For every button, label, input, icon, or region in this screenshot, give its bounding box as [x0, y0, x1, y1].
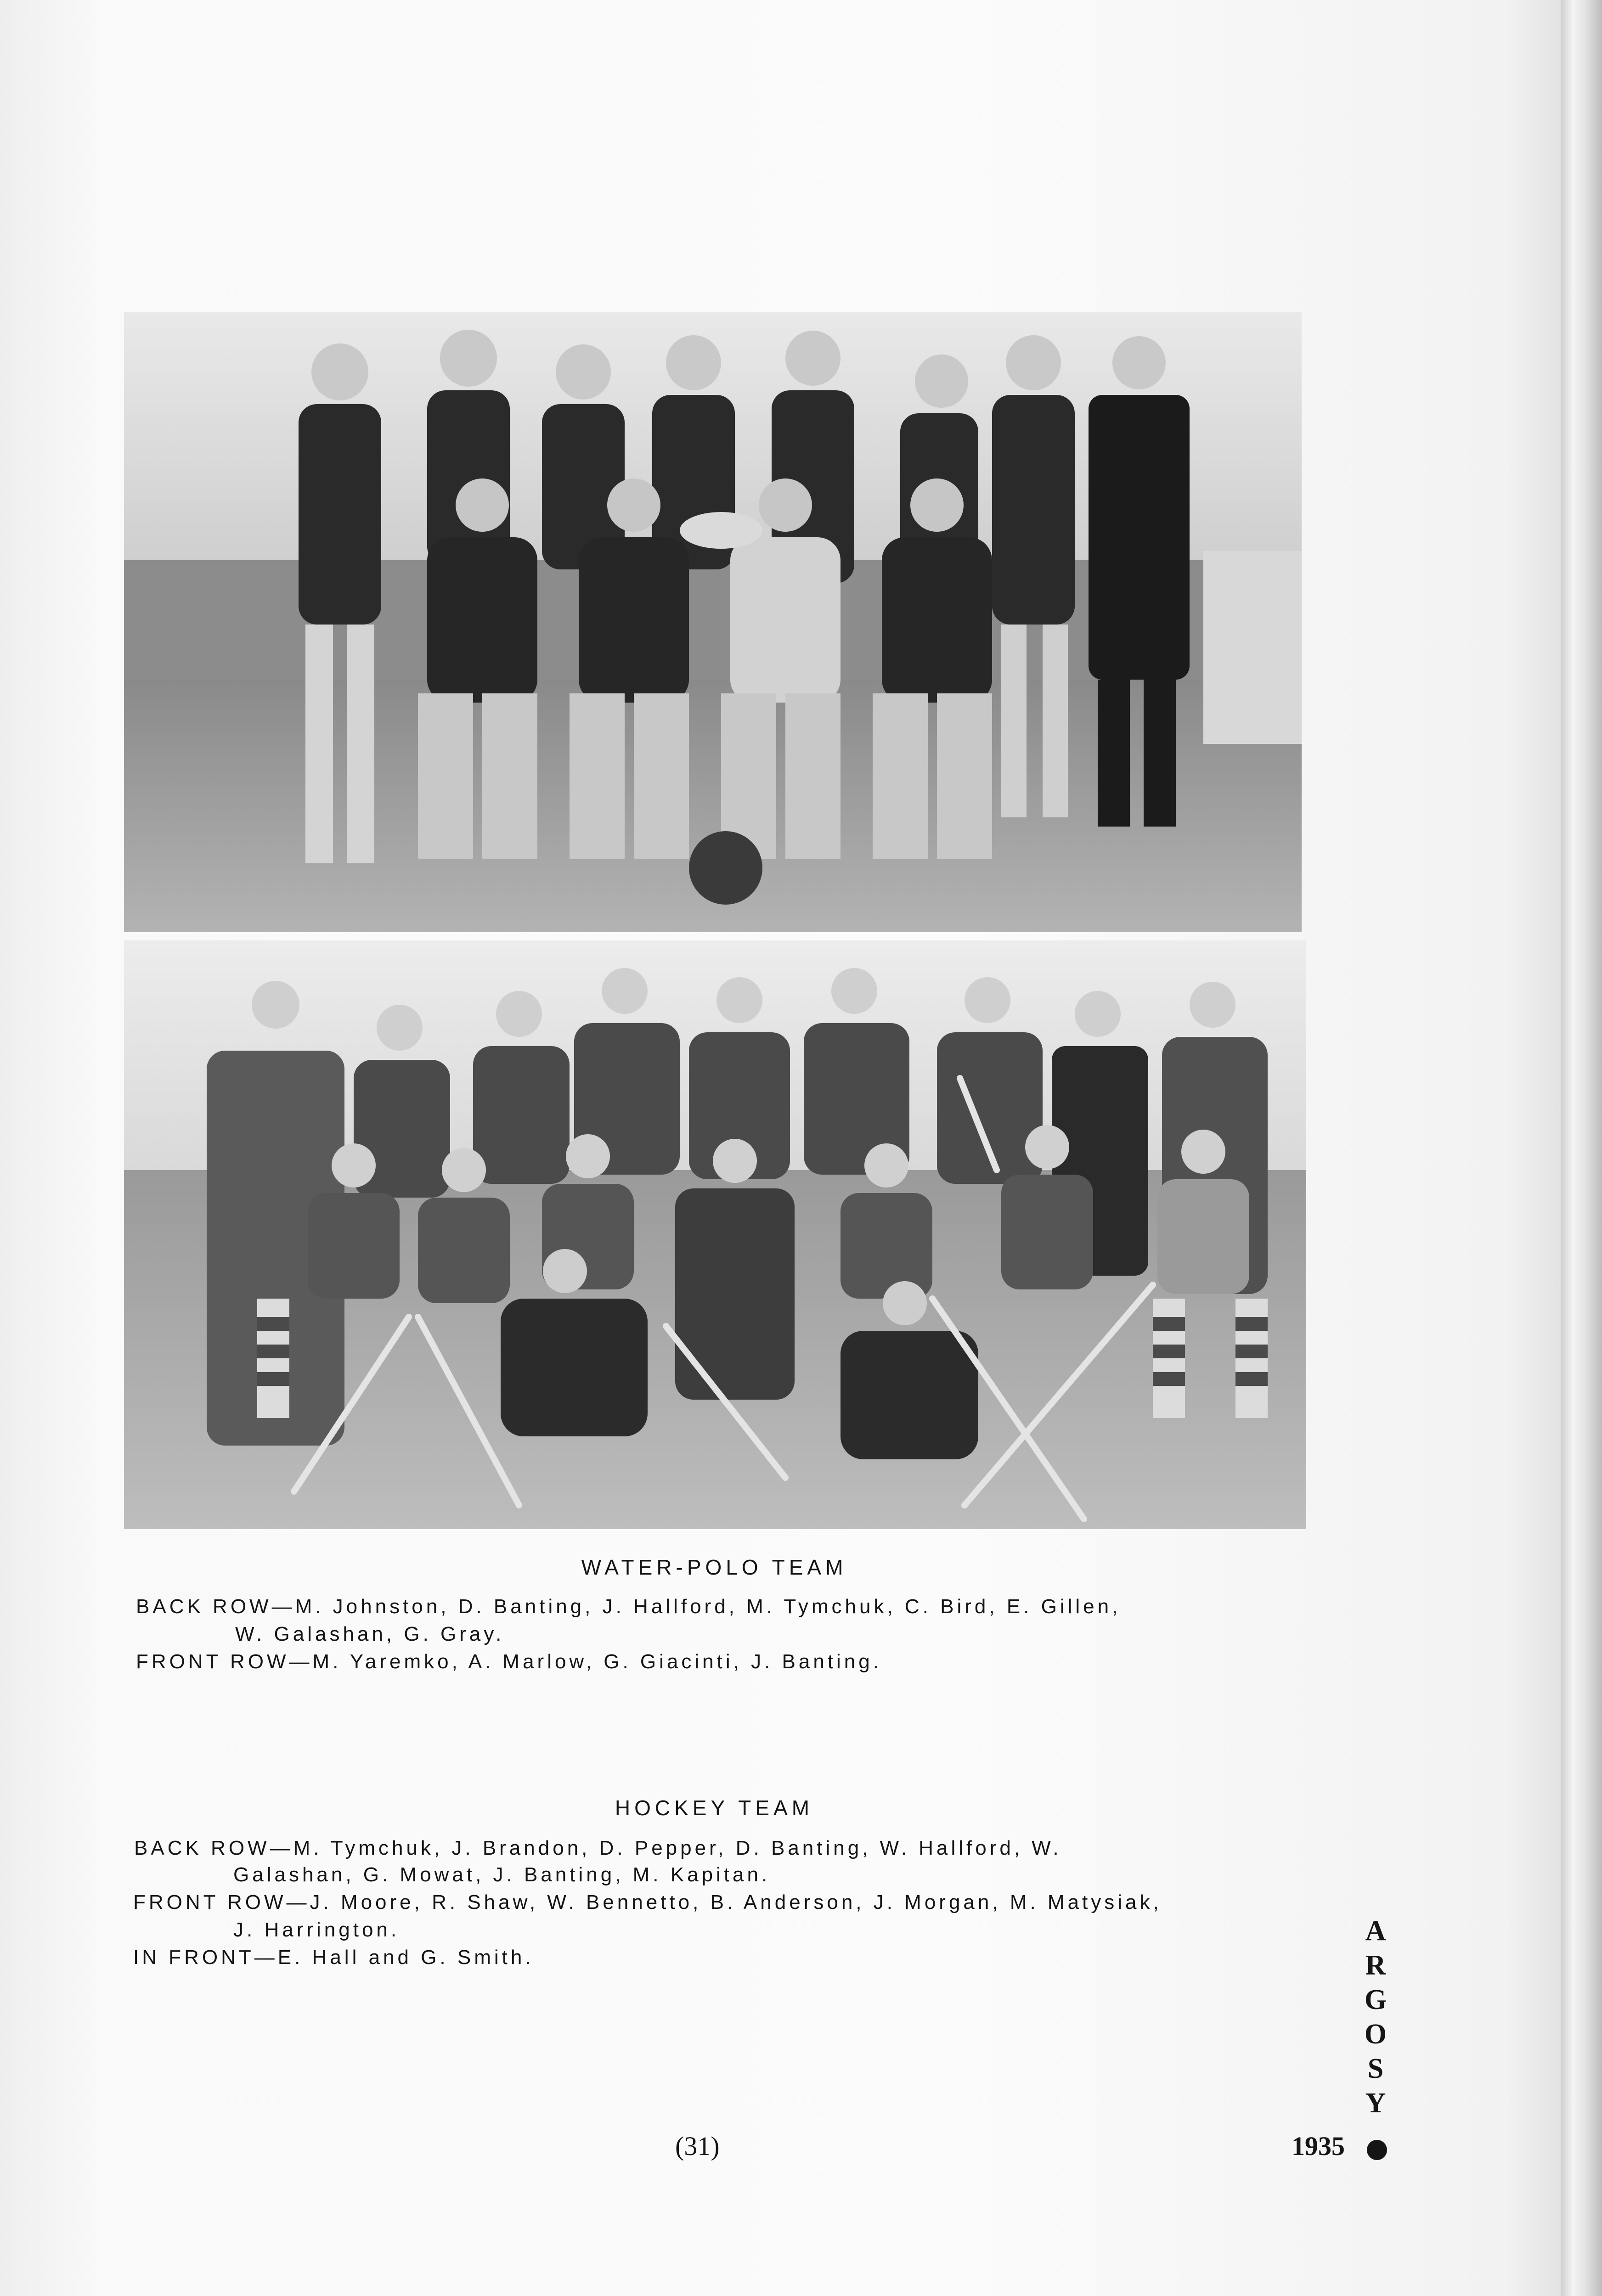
magazine-letter: O [1364, 2019, 1387, 2050]
water-polo-back-row-line-2: W. Galashan, G. Gray. [235, 1623, 505, 1645]
hockey-caption-title: HOCKEY TEAM [615, 1796, 814, 1820]
publication-year: 1935 [1292, 2131, 1345, 2161]
page-binding-edge [1561, 0, 1602, 2296]
hockey-in-front: IN FRONT—E. Hall and G. Smith. [133, 1946, 534, 1969]
hockey-team-photo [124, 940, 1306, 1529]
magazine-name-vertical [1359, 1914, 1392, 2121]
magazine-letter: Y [1365, 2088, 1386, 2119]
water-polo-photo-drawing [124, 312, 1302, 932]
hockey-back-row-line-2: Galashan, G. Mowat, J. Banting, M. Kapitan. [233, 1863, 771, 1886]
page-number: (31) [675, 2131, 720, 2161]
magazine-letter: G [1364, 1984, 1387, 2015]
magazine-letter: R [1365, 1950, 1386, 1981]
bullet-dot-icon [1367, 2140, 1387, 2160]
water-polo-team-photo [124, 312, 1302, 932]
water-polo-front-row: FRONT ROW—M. Yaremko, A. Marlow, G. Giacinti, J. Banting. [136, 1650, 882, 1673]
magazine-letter: S [1367, 2053, 1384, 2084]
hockey-back-row-line-1: BACK ROW—M. Tymchuk, J. Brandon, D. Pepper, D. Banting, W. Hallford, W. [134, 1837, 1062, 1859]
hockey-front-row-line-1: FRONT ROW—J. Moore, R. Shaw, W. Bennetto, B. Anderson, J. Morgan, M. Matysiak, [133, 1891, 1162, 1913]
hockey-front-row-line-2: J. Harrington. [233, 1919, 400, 1941]
water-polo-caption-title: WATER-POLO TEAM [581, 1555, 847, 1579]
hockey-photo-drawing [124, 940, 1306, 1529]
water-polo-back-row-line-1: BACK ROW—M. Johnston, D. Banting, J. Hallford, M. Tymchuk, C. Bird, E. Gillen, [136, 1595, 1121, 1618]
magazine-letter: A [1365, 1915, 1386, 1947]
